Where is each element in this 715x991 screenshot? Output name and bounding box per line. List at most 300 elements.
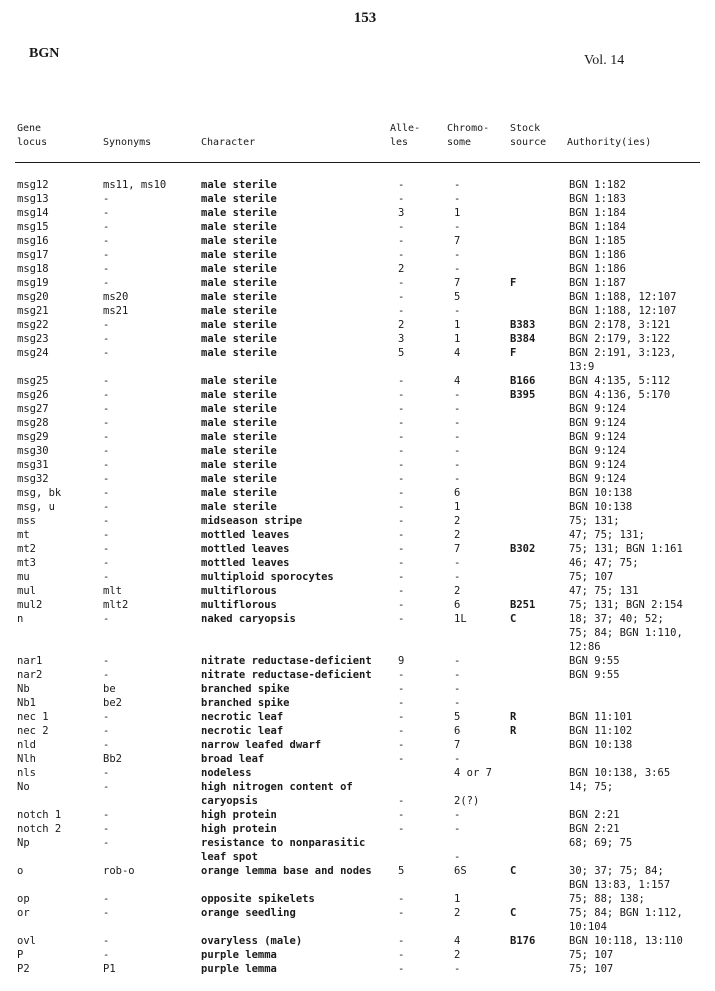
- table-row: [0, 360, 715, 374]
- table-row: [0, 766, 715, 780]
- synonyms-cell: -: [103, 739, 110, 751]
- chromosome-cell: 5: [454, 711, 461, 723]
- table-row: [0, 472, 715, 486]
- alleles-cell: -: [398, 375, 405, 387]
- gene-locus-cell: P: [17, 949, 24, 961]
- table-row: [0, 738, 715, 752]
- chromosome-cell: -: [454, 431, 461, 443]
- authority-cell: 75; 131;: [569, 515, 620, 527]
- table-row: [0, 710, 715, 724]
- character-cell: ovaryless (male): [201, 935, 303, 947]
- table-row: [0, 416, 715, 430]
- gene-locus-cell: msg, bk: [17, 487, 62, 499]
- character-cell: multiploid sporocytes: [201, 571, 334, 583]
- character-cell: male sterile: [201, 417, 277, 429]
- chromosome-cell: 4: [454, 347, 461, 359]
- synonyms-cell: -: [103, 613, 110, 625]
- stock-source-cell: B384: [510, 333, 536, 345]
- table-row: [0, 556, 715, 570]
- authority-cell: BGN 1:185: [569, 235, 626, 247]
- synonyms-cell: -: [103, 655, 110, 667]
- gene-locus-cell: msg24: [17, 347, 49, 359]
- stock-source-cell: B383: [510, 319, 536, 331]
- character-cell: male sterile: [201, 487, 277, 499]
- alleles-cell: -: [398, 669, 405, 681]
- synonyms-cell: -: [103, 711, 110, 723]
- synonyms-cell: -: [103, 277, 110, 289]
- alleles-cell: -: [398, 571, 405, 583]
- alleles-cell: -: [398, 193, 405, 205]
- synonyms-cell: -: [103, 935, 110, 947]
- character-cell: male sterile: [201, 249, 277, 261]
- gene-locus-cell: msg12: [17, 179, 49, 191]
- table-row: [0, 640, 715, 654]
- character-cell: male sterile: [201, 403, 277, 415]
- alleles-cell: -: [398, 515, 405, 527]
- character-cell: male sterile: [201, 459, 277, 471]
- alleles-cell: 2: [398, 263, 405, 275]
- character-cell: leaf spot: [201, 851, 258, 863]
- chromosome-cell: 1: [454, 319, 461, 331]
- authority-cell: BGN 1:186: [569, 263, 626, 275]
- character-cell: high protein: [201, 809, 277, 821]
- table-row: [0, 878, 715, 892]
- synonyms-cell: -: [103, 473, 110, 485]
- table-row: [0, 234, 715, 248]
- character-cell: branched spike: [201, 697, 290, 709]
- gene-locus-cell: msg20: [17, 291, 49, 303]
- gene-locus-cell: nar1: [17, 655, 43, 667]
- header-rule: [15, 162, 700, 163]
- chromosome-cell: 2: [454, 907, 461, 919]
- table-row: [0, 430, 715, 444]
- alleles-cell: -: [398, 809, 405, 821]
- chromosome-cell: 1: [454, 207, 461, 219]
- table-row: [0, 402, 715, 416]
- authority-cell: BGN 9:55: [569, 655, 620, 667]
- chromosome-cell: -: [454, 417, 461, 429]
- page-number: 153: [353, 10, 377, 26]
- chromosome-cell: -: [454, 753, 461, 765]
- table-row: [0, 584, 715, 598]
- authority-cell: BGN 9:124: [569, 417, 626, 429]
- table-row: [0, 388, 715, 402]
- chromosome-cell: -: [454, 571, 461, 583]
- alleles-cell: -: [398, 487, 405, 499]
- character-cell: mottled leaves: [201, 557, 290, 569]
- table-row: [0, 514, 715, 528]
- authority-cell: 13:9: [569, 361, 595, 373]
- authority-cell: BGN 13:83, 1:157: [569, 879, 671, 891]
- gene-locus-cell: nld: [17, 739, 36, 751]
- authority-cell: BGN 9:55: [569, 669, 620, 681]
- chromosome-cell: 6: [454, 599, 461, 611]
- table-row: [0, 528, 715, 542]
- character-cell: male sterile: [201, 473, 277, 485]
- gene-locus-cell: mt2: [17, 543, 36, 555]
- authority-cell: BGN 10:138: [569, 487, 633, 499]
- authority-cell: BGN 1:182: [569, 179, 626, 191]
- synonyms-cell: -: [103, 515, 110, 527]
- character-cell: purple lemma: [201, 963, 277, 975]
- authority-cell: BGN 11:101: [569, 711, 633, 723]
- authority-cell: 12:86: [569, 641, 601, 653]
- chromosome-cell: -: [454, 445, 461, 457]
- synonyms-cell: -: [103, 487, 110, 499]
- synonyms-cell: -: [103, 767, 110, 779]
- chromosome-cell: -: [454, 683, 461, 695]
- authority-cell: 47; 75; 131: [569, 585, 639, 597]
- character-cell: broad leaf: [201, 753, 265, 765]
- character-cell: male sterile: [201, 347, 277, 359]
- character-cell: male sterile: [201, 431, 277, 443]
- synonyms-cell: -: [103, 417, 110, 429]
- character-cell: high protein: [201, 823, 277, 835]
- stock-source-cell: B302: [510, 543, 536, 555]
- table-row: [0, 444, 715, 458]
- character-cell: necrotic leaf: [201, 725, 284, 737]
- character-cell: narrow leafed dwarf: [201, 739, 322, 751]
- synonyms-cell: -: [103, 949, 110, 961]
- authority-cell: BGN 10:138: [569, 501, 633, 513]
- alleles-cell: -: [398, 753, 405, 765]
- table-row: [0, 920, 715, 934]
- synonyms-cell: ms21: [103, 305, 129, 317]
- character-cell: male sterile: [201, 333, 277, 345]
- authority-cell: BGN 2:191, 3:123,: [569, 347, 677, 359]
- journal-abbreviation: BGN: [29, 46, 60, 61]
- alleles-cell: -: [398, 725, 405, 737]
- table-row: [0, 864, 715, 878]
- stock-source-cell: B176: [510, 935, 536, 947]
- table-row: [0, 654, 715, 668]
- alleles-cell: -: [398, 935, 405, 947]
- gene-locus-cell: msg23: [17, 333, 49, 345]
- table-row: [0, 304, 715, 318]
- gene-locus-cell: msg, u: [17, 501, 55, 513]
- table-row: [0, 192, 715, 206]
- alleles-cell: -: [398, 305, 405, 317]
- gene-locus-cell: msg30: [17, 445, 49, 457]
- synonyms-cell: be2: [103, 697, 122, 709]
- authority-cell: 75; 107: [569, 949, 614, 961]
- synonyms-cell: -: [103, 823, 110, 835]
- character-cell: nitrate reductase-deficient: [201, 669, 372, 681]
- alleles-cell: -: [398, 585, 405, 597]
- synonyms-cell: be: [103, 683, 116, 695]
- synonyms-cell: ms20: [103, 291, 129, 303]
- synonyms-cell: -: [103, 389, 110, 401]
- table-row: [0, 262, 715, 276]
- gene-locus-cell: mt: [17, 529, 30, 541]
- character-cell: multiflorous: [201, 585, 277, 597]
- chromosome-cell: 1L: [454, 613, 467, 625]
- chromosome-cell: -: [454, 697, 461, 709]
- gene-locus-cell: mu: [17, 571, 30, 583]
- gene-locus-cell: msg22: [17, 319, 49, 331]
- character-cell: male sterile: [201, 501, 277, 513]
- table-row: [0, 962, 715, 976]
- synonyms-cell: -: [103, 543, 110, 555]
- table-row: [0, 752, 715, 766]
- chromosome-cell: 6: [454, 725, 461, 737]
- character-cell: male sterile: [201, 389, 277, 401]
- authority-cell: 75; 84; BGN 1:110,: [569, 627, 683, 639]
- alleles-cell: -: [398, 697, 405, 709]
- gene-locus-cell: notch 1: [17, 809, 62, 821]
- chromosome-cell: -: [454, 809, 461, 821]
- gene-locus-cell: msg31: [17, 459, 49, 471]
- gene-locus-cell: Np: [17, 837, 30, 849]
- alleles-cell: -: [398, 963, 405, 975]
- gene-locus-cell: Nb1: [17, 697, 36, 709]
- synonyms-cell: -: [103, 263, 110, 275]
- character-cell: male sterile: [201, 193, 277, 205]
- gene-locus-cell: mt3: [17, 557, 36, 569]
- character-cell: male sterile: [201, 305, 277, 317]
- character-cell: mottled leaves: [201, 543, 290, 555]
- alleles-cell: -: [398, 613, 405, 625]
- gene-locus-cell: or: [17, 907, 30, 919]
- authority-cell: 46; 47; 75;: [569, 557, 639, 569]
- chromosome-cell: 2: [454, 585, 461, 597]
- table-row: [0, 906, 715, 920]
- header-authorities: Authority(ies): [567, 137, 652, 148]
- alleles-cell: -: [398, 417, 405, 429]
- synonyms-cell: -: [103, 529, 110, 541]
- chromosome-cell: -: [454, 557, 461, 569]
- table-row: [0, 500, 715, 514]
- gene-locus-cell: msg21: [17, 305, 49, 317]
- table-row: [0, 934, 715, 948]
- alleles-cell: -: [398, 235, 405, 247]
- volume-label: Vol. 14: [584, 53, 625, 68]
- authority-cell: BGN 9:124: [569, 473, 626, 485]
- authority-cell: BGN 4:136, 5:170: [569, 389, 671, 401]
- authority-cell: 18; 37; 40; 52;: [569, 613, 664, 625]
- table-row: [0, 808, 715, 822]
- synonyms-cell: -: [103, 501, 110, 513]
- authority-cell: BGN 2:179, 3:122: [569, 333, 671, 345]
- chromosome-cell: 7: [454, 543, 461, 555]
- character-cell: male sterile: [201, 291, 277, 303]
- stock-source-cell: B166: [510, 375, 536, 387]
- header-gene-locus: Gene locus: [17, 123, 48, 148]
- synonyms-cell: -: [103, 781, 110, 793]
- table-row: [0, 290, 715, 304]
- table-row: [0, 248, 715, 262]
- authority-cell: 75; 131; BGN 1:161: [569, 543, 683, 555]
- synonyms-cell: -: [103, 193, 110, 205]
- gene-locus-cell: msg25: [17, 375, 49, 387]
- synonyms-cell: -: [103, 669, 110, 681]
- authority-cell: BGN 1:183: [569, 193, 626, 205]
- gene-locus-cell: nec 1: [17, 711, 49, 723]
- character-cell: high nitrogen content of: [201, 781, 353, 793]
- authority-cell: BGN 9:124: [569, 403, 626, 415]
- table-row: [0, 780, 715, 794]
- authority-cell: 75; 88; 138;: [569, 893, 645, 905]
- alleles-cell: -: [398, 403, 405, 415]
- alleles-cell: -: [398, 893, 405, 905]
- synonyms-cell: -: [103, 431, 110, 443]
- synonyms-cell: -: [103, 557, 110, 569]
- alleles-cell: -: [398, 473, 405, 485]
- character-cell: male sterile: [201, 221, 277, 233]
- alleles-cell: -: [398, 823, 405, 835]
- synonyms-cell: mlt: [103, 585, 122, 597]
- table-row: [0, 276, 715, 290]
- gene-locus-cell: msg17: [17, 249, 49, 261]
- chromosome-cell: -: [454, 179, 461, 191]
- authority-cell: BGN 2:21: [569, 823, 620, 835]
- table-row: [0, 948, 715, 962]
- gene-locus-cell: nec 2: [17, 725, 49, 737]
- alleles-cell: -: [398, 221, 405, 233]
- chromosome-cell: -: [454, 249, 461, 261]
- character-cell: male sterile: [201, 445, 277, 457]
- authority-cell: BGN 1:188, 12:107: [569, 291, 677, 303]
- gene-locus-cell: P2: [17, 963, 30, 975]
- chromosome-cell: 4: [454, 935, 461, 947]
- chromosome-cell: -: [454, 193, 461, 205]
- alleles-cell: 3: [398, 207, 405, 219]
- alleles-cell: 5: [398, 347, 405, 359]
- chromosome-cell: 4 or 7: [454, 767, 492, 779]
- synonyms-cell: -: [103, 907, 110, 919]
- chromosome-cell: 6S: [454, 865, 467, 877]
- gene-locus-cell: nls: [17, 767, 36, 779]
- chromosome-cell: 1: [454, 501, 461, 513]
- alleles-cell: -: [398, 739, 405, 751]
- table-row: [0, 822, 715, 836]
- gene-locus-cell: msg16: [17, 235, 49, 247]
- gene-locus-cell: mul2: [17, 599, 43, 611]
- synonyms-cell: -: [103, 809, 110, 821]
- character-cell: male sterile: [201, 277, 277, 289]
- character-cell: mottled leaves: [201, 529, 290, 541]
- character-cell: naked caryopsis: [201, 613, 296, 625]
- authority-cell: 30; 37; 75; 84;: [569, 865, 664, 877]
- alleles-cell: 2: [398, 319, 405, 331]
- character-cell: orange seedling: [201, 907, 296, 919]
- header-character: Character: [201, 137, 256, 148]
- table-row: [0, 696, 715, 710]
- authority-cell: BGN 1:187: [569, 277, 626, 289]
- alleles-cell: 9: [398, 655, 405, 667]
- gene-locus-cell: n: [17, 613, 24, 625]
- alleles-cell: -: [398, 277, 405, 289]
- authority-cell: BGN 1:184: [569, 207, 626, 219]
- authority-cell: 75; 107: [569, 571, 614, 583]
- synonyms-cell: -: [103, 725, 110, 737]
- table-row: [0, 346, 715, 360]
- alleles-cell: -: [398, 599, 405, 611]
- table-row: [0, 542, 715, 556]
- synonyms-cell: -: [103, 235, 110, 247]
- authority-cell: BGN 1:186: [569, 249, 626, 261]
- stock-source-cell: R: [510, 711, 517, 723]
- table-row: [0, 850, 715, 864]
- gene-locus-cell: nar2: [17, 669, 43, 681]
- alleles-cell: 3: [398, 333, 405, 345]
- alleles-cell: -: [398, 711, 405, 723]
- gene-locus-cell: notch 2: [17, 823, 62, 835]
- synonyms-cell: -: [103, 893, 110, 905]
- gene-locus-cell: mss: [17, 515, 36, 527]
- table-row: [0, 486, 715, 500]
- chromosome-cell: 7: [454, 739, 461, 751]
- alleles-cell: -: [398, 389, 405, 401]
- character-cell: orange lemma base and nodes: [201, 865, 372, 877]
- character-cell: male sterile: [201, 319, 277, 331]
- header-alleles: Alle- les: [390, 123, 421, 148]
- synonyms-cell: Bb2: [103, 753, 122, 765]
- chromosome-cell: -: [454, 473, 461, 485]
- authority-cell: BGN 1:188, 12:107: [569, 305, 677, 317]
- character-cell: midseason stripe: [201, 515, 303, 527]
- chromosome-cell: 2: [454, 515, 461, 527]
- synonyms-cell: -: [103, 459, 110, 471]
- character-cell: resistance to nonparasitic: [201, 837, 366, 849]
- table-row: [0, 220, 715, 234]
- table-row: [0, 682, 715, 696]
- chromosome-cell: 5: [454, 291, 461, 303]
- chromosome-cell: 2: [454, 949, 461, 961]
- alleles-cell: -: [398, 501, 405, 513]
- chromosome-cell: 4: [454, 375, 461, 387]
- synonyms-cell: -: [103, 207, 110, 219]
- synonyms-cell: -: [103, 319, 110, 331]
- authority-cell: BGN 10:138: [569, 739, 633, 751]
- character-cell: multiflorous: [201, 599, 277, 611]
- gene-locus-cell: msg18: [17, 263, 49, 275]
- alleles-cell: -: [398, 291, 405, 303]
- gene-locus-cell: msg19: [17, 277, 49, 289]
- gene-locus-cell: msg13: [17, 193, 49, 205]
- table-row: [0, 206, 715, 220]
- synonyms-cell: -: [103, 249, 110, 261]
- table-row: [0, 570, 715, 584]
- synonyms-cell: -: [103, 445, 110, 457]
- character-cell: opposite spikelets: [201, 893, 315, 905]
- gene-locus-cell: msg14: [17, 207, 49, 219]
- chromosome-cell: -: [454, 655, 461, 667]
- synonyms-cell: rob-o: [103, 865, 135, 877]
- gene-locus-cell: msg32: [17, 473, 49, 485]
- gene-locus-cell: msg27: [17, 403, 49, 415]
- character-cell: nodeless: [201, 767, 252, 779]
- alleles-cell: -: [398, 795, 405, 807]
- character-cell: male sterile: [201, 263, 277, 275]
- synonyms-cell: -: [103, 375, 110, 387]
- gene-locus-cell: msg29: [17, 431, 49, 443]
- alleles-cell: -: [398, 907, 405, 919]
- table-row: [0, 178, 715, 192]
- authority-cell: 14; 75;: [569, 781, 614, 793]
- character-cell: caryopsis: [201, 795, 258, 807]
- chromosome-cell: 2(?): [454, 795, 480, 807]
- gene-locus-cell: op: [17, 893, 30, 905]
- stock-source-cell: R: [510, 725, 517, 737]
- character-cell: purple lemma: [201, 949, 277, 961]
- character-cell: male sterile: [201, 235, 277, 247]
- stock-source-cell: F: [510, 277, 517, 289]
- gene-locus-cell: mul: [17, 585, 36, 597]
- alleles-cell: -: [398, 683, 405, 695]
- synonyms-cell: -: [103, 333, 110, 345]
- table-row: [0, 332, 715, 346]
